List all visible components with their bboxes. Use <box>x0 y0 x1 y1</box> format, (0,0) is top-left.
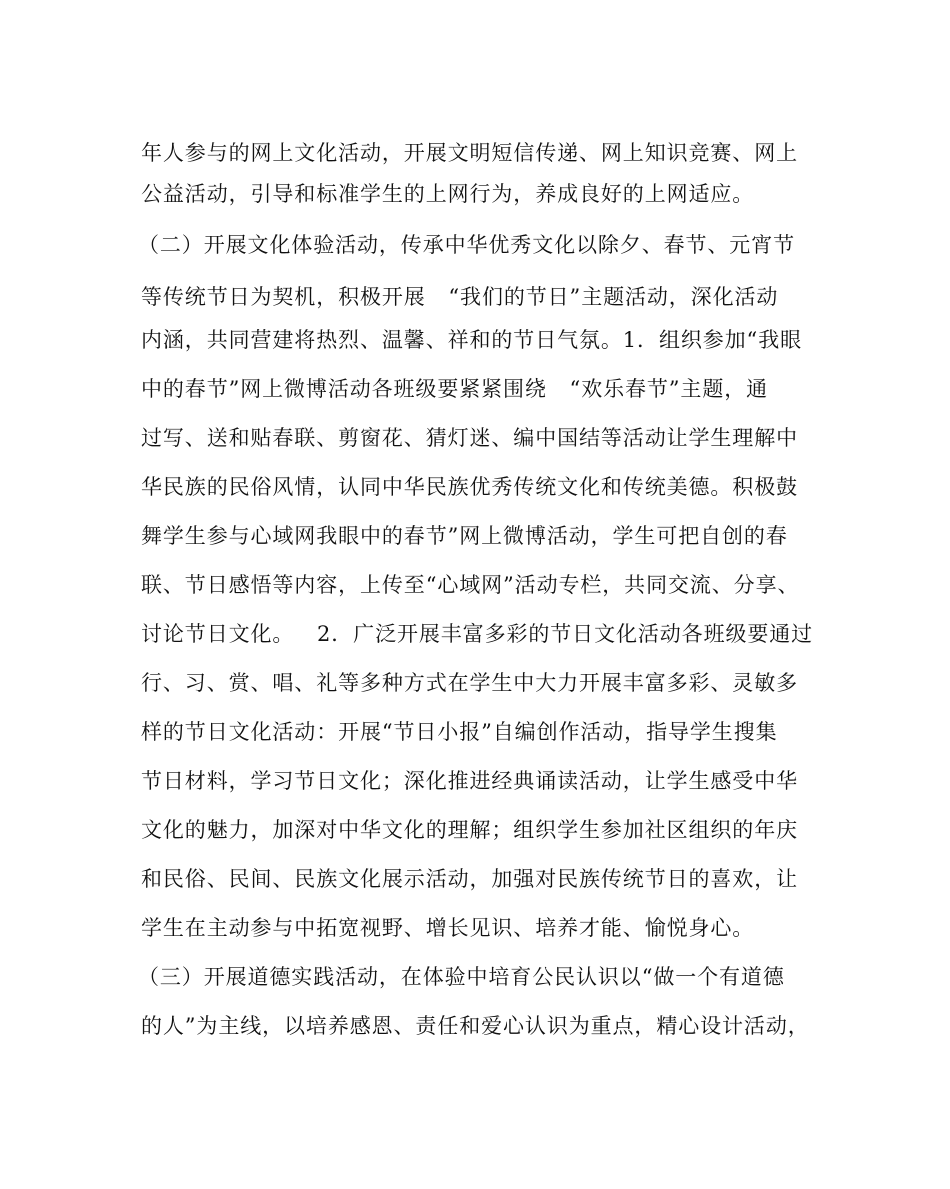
text-line: 节日材料，学习节日文化；深化推进经典诵读活动，让学生感受中华 <box>141 769 798 793</box>
text-line: 样的节日文化活动：开展“节日小报”自编创作活动，指导学生搜集 <box>141 720 778 744</box>
text-line: （二）开展文化体验活动，传承中华优秀文化以除夕、春节、元宵节 <box>138 233 795 257</box>
text-line: 内涵，共同营建将热烈、温馨、祥和的节日气氛。1．组织参加“我眼 <box>141 328 802 352</box>
text-line: 等传统节日为契机，积极开展 “我们的节日”主题活动，深化活动 <box>141 285 779 309</box>
text-line: 联、节日感悟等内容，上传至“心域网”活动专栏，共同交流、分享、 <box>141 573 800 597</box>
text-line: 文化的魅力，加深对中华文化的理解；组织学生参加社区组织的年庆 <box>141 818 798 842</box>
text-line: （三）开展道德实践活动，在体验中培育公民认识以“做一个有道德 <box>138 965 785 989</box>
text-line: 学生在主动参与中拓宽视野、增长见识、培养才能、愉悦身心。 <box>141 916 755 940</box>
text-line: 舞学生参与心域网我眼中的春节”网上微博活动，学生可把自创的春 <box>141 524 788 548</box>
text-line: 公益活动，引导和标准学生的上网行为，养成良好的上网适应。 <box>141 182 755 206</box>
text-line: 行、习、赏、唱、礼等多种方式在学生中大力开展丰富多彩、灵敏多 <box>141 671 798 695</box>
text-line: 年人参与的网上文化活动，开展文明短信传递、网上知识竞赛、网上 <box>141 141 798 165</box>
text-line: 华民族的民俗风情，认同中华民族优秀传统文化和传统美德。积极鼓 <box>141 475 798 499</box>
text-line: 和民俗、民间、民族文化展示活动，加强对民族传统节日的喜欢，让 <box>141 867 798 891</box>
text-line: 中的春节”网上微博活动各班级要紧紧围绕 “欢乐春节”主题，通 <box>141 377 769 401</box>
text-line: 过写、送和贴春联、剪窗花、猜灯迷、编中国结等活动让学生理解中 <box>141 426 798 450</box>
text-line: 的人”为主线，以培养感恩、责任和爱心认识为重点，精心设计活动， <box>141 1014 810 1038</box>
text-line: 讨论节日文化。 2．广泛开展丰富多彩的节日文化活动各班级要通过 <box>141 622 814 646</box>
